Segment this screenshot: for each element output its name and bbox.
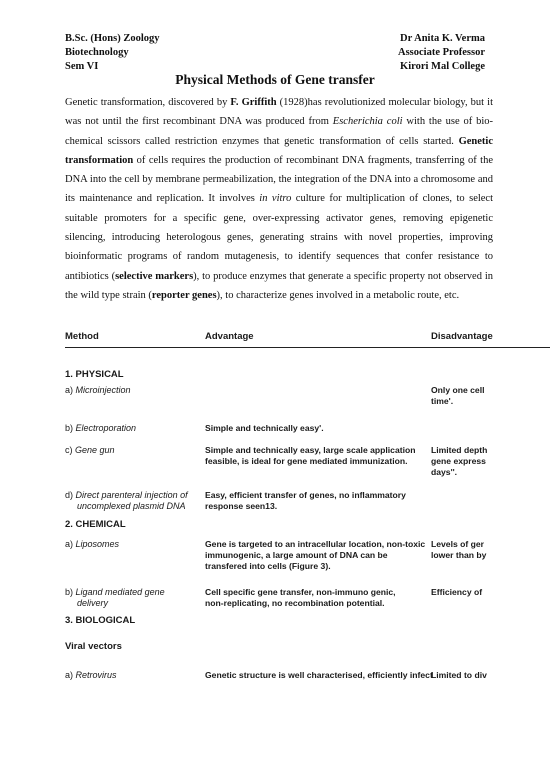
text-run: (1928)has revolutionized molecular biology, but it was not until the first recombinant DNA was produced from [65,97,493,128]
text-line: lower than by [431,550,487,560]
text-run: ), to produce enzymes that generate a specific property not observed in the wild type strain ( [65,270,493,301]
row-label: a) [65,670,74,680]
section-viral-vectors: Viral vectors [65,641,122,652]
text-run: Genetic transformation, discovered by [65,97,231,108]
advantage-cell [205,670,433,681]
method-name-cont: uncomplexed plasmid DNA [77,501,186,511]
text-line: Levels of ger [431,539,485,549]
text-line: time'. [431,396,454,406]
header-designation: Associate Professor [398,47,485,58]
italic-run: in vitro [259,193,292,205]
advantage-cell [205,539,425,572]
header-college: Kirori Mal College [400,61,485,72]
text-line: Genetic structure is well characterised, efficiently infect [205,670,433,680]
text-line: Easy, efficient transfer of genes, no inflammatory [205,490,406,500]
text-line: non-replicating, no recombination potential. [205,598,385,608]
row-label: b) [65,587,74,597]
text-line: Only one cell [431,385,485,395]
table-row [65,423,136,434]
text-run: ), to characterize genes involved in a metabolic route, etc. [216,289,460,301]
row-label: d) [65,490,74,500]
document-title: Physical Methods of Gene transfer [175,72,375,87]
text-line: Limited to div [431,670,487,680]
text-line: response seen13. [205,501,278,511]
row-label: c) [65,445,73,455]
section-chemical: 2. CHEMICAL [65,519,126,530]
intro-paragraph [65,93,493,305]
header-author: Dr Anita K. Verma [400,33,485,44]
bold-run: F. Griffith [230,97,277,108]
italic-run: Escherichia coli [332,116,403,128]
table-row [65,587,165,609]
bold-run: selective markers [115,270,194,282]
table-row [65,385,131,396]
section-physical: 1. PHYSICAL [65,369,124,380]
method-name: Liposomes [75,539,120,549]
gene-transfer-methods-table [65,325,550,705]
table-row [65,445,115,456]
text-run: of cells requires the production of recombinant DNA fragments, transferring of the DNA into the cell by membrane permeabilization, the integration of the DNA into a chromosome and its maintenance and replication. It involves [65,154,493,205]
column-header-method: Method [65,331,99,342]
method-name: Electroporation [75,423,137,433]
row-label: b) [65,423,74,433]
text-run: culture for multiplication of clones, to select suitable promoters for a specific gene, over-expressing activator genes, removing epigenetic silencing, introducing heterologous genes, generating strains with novel properties, improving bioinformatic programs of random mutagenesis, to identify sequences that confer resistance to antibiotics ( [65,193,494,282]
row-label: a) [65,385,74,395]
method-name: Microinjection [75,385,131,395]
text-line: immunogenic, a large amount of DNA can be [205,550,388,560]
header-subject: Biotechnology [65,47,129,58]
table-row [65,670,117,681]
text-run: with the use of bio-chemical scissors called restriction enzymes that genetic transformation of cells started. [65,116,493,147]
text-line: feasible, is ideal for gene mediated immunization. [205,456,408,466]
table-row [65,490,188,512]
bold-run: reporter genes [151,289,217,301]
method-name: Ligand mediated gene [75,587,165,597]
advantage-cell [205,490,406,512]
bold-run: Genetic transformation [65,135,493,166]
header-semester: Sem VI [65,61,99,72]
header-rule [65,347,550,348]
text-line: days''. [431,467,458,477]
text-line: Gene is targeted to an intracellular location, non-toxic [205,539,426,549]
section-biological: 3. BIOLOGICAL [65,615,136,626]
row-label: a) [65,539,74,549]
text-line: Simple and technically easy, large scale application [205,445,416,455]
method-name: Direct parenteral injection of [75,490,188,500]
text-line: Simple and technically easy'. [205,423,324,433]
disadvantage-cell [431,539,486,561]
text-line: Efficiency of [431,587,483,597]
advantage-cell [205,423,324,434]
disadvantage-cell [431,587,482,598]
column-header-advantage: Advantage [205,331,254,342]
disadvantage-cell [431,670,487,681]
disadvantage-cell [431,385,485,407]
header-course: B.Sc. (Hons) Zoology [65,33,160,44]
advantage-cell [205,587,396,609]
table-row [65,539,119,550]
method-name-cont: delivery [77,598,109,608]
disadvantage-cell [431,445,487,478]
page-header [65,32,485,74]
text-line: Limited depth [431,445,488,455]
text-line: gene express [431,456,486,466]
text-line: Cell specific gene transfer, non-immuno genic, [205,587,396,597]
method-name: Retrovirus [75,670,117,680]
method-name: Gene gun [75,445,115,455]
column-header-disadvantage: Disadvantage [431,331,493,342]
text-line: transfered into cells (Figure 3). [205,561,331,571]
advantage-cell [205,445,415,467]
